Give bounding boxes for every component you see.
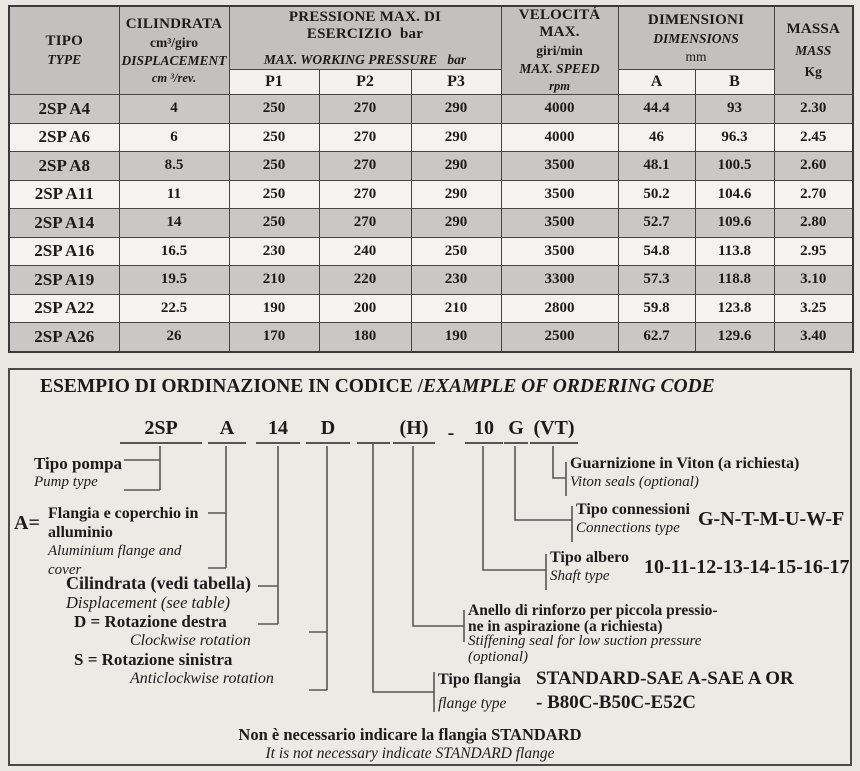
code-part-flange-blank bbox=[357, 417, 390, 444]
callout-flange-material-it1: Flangia e coperchio in bbox=[48, 505, 199, 522]
spec-value-cell: 4 bbox=[119, 95, 229, 124]
callout-shaft bbox=[550, 548, 629, 586]
code-part-flange-material: A bbox=[208, 417, 246, 444]
spec-value-cell: 180 bbox=[319, 323, 411, 352]
pump-type-cell: 2SP A26 bbox=[9, 323, 119, 352]
spec-value-cell: 200 bbox=[319, 294, 411, 323]
callout-rotation-s-en: Anticlockwise rotation bbox=[130, 670, 274, 687]
callout-stiffening-seal bbox=[468, 603, 813, 665]
spec-value-cell: 190 bbox=[411, 323, 501, 352]
header-dim-a: A bbox=[618, 70, 695, 95]
spec-value-cell: 2.95 bbox=[774, 237, 853, 266]
spec-value-cell: 290 bbox=[411, 123, 501, 152]
callout-stiffening-en2: (optional) bbox=[468, 648, 528, 665]
callout-flange-material-prefix: A= bbox=[14, 512, 40, 534]
pump-table-body bbox=[9, 95, 853, 352]
callout-flange-material-it2: alluminio bbox=[48, 524, 113, 541]
header-tipo-en: TYPE bbox=[47, 52, 82, 67]
spec-value-cell: 118.8 bbox=[695, 266, 774, 295]
callout-connections bbox=[576, 500, 690, 538]
code-part-connections: G bbox=[504, 417, 528, 444]
spec-value-cell: 250 bbox=[229, 180, 319, 209]
callout-displacement bbox=[66, 574, 251, 612]
spec-value-cell: 270 bbox=[319, 95, 411, 124]
header-massa bbox=[774, 6, 853, 95]
spec-value-cell: 250 bbox=[229, 95, 319, 124]
callout-viton bbox=[570, 454, 799, 492]
ordering-section bbox=[8, 368, 852, 766]
table-row bbox=[9, 323, 853, 352]
header-massa-en: MASS bbox=[795, 43, 832, 58]
callout-displacement-it: Cilindrata (vedi tabella) bbox=[66, 573, 251, 593]
pump-type-cell: 2SP A22 bbox=[9, 294, 119, 323]
table-row bbox=[9, 294, 853, 323]
callout-displacement-en: Displacement (see table) bbox=[66, 593, 231, 612]
header-dimensioni-en: DIMENSIONS bbox=[653, 30, 739, 46]
spec-value-cell: 57.3 bbox=[618, 266, 695, 295]
callout-connections-options: G-N-T-M-U-W-F bbox=[698, 508, 845, 530]
code-part-viton: (VT) bbox=[530, 417, 578, 444]
header-velocita-unit-it: giri/min bbox=[536, 43, 583, 58]
spec-value-cell: 2500 bbox=[501, 323, 618, 352]
header-dim-b: B bbox=[695, 70, 774, 95]
callout-flange-type bbox=[438, 667, 794, 715]
spec-value-cell: 3300 bbox=[501, 266, 618, 295]
callout-rotation bbox=[74, 612, 274, 688]
pump-type-cell: 2SP A11 bbox=[9, 180, 119, 209]
spec-value-cell: 220 bbox=[319, 266, 411, 295]
callout-connections-it: Tipo connessioni bbox=[576, 501, 690, 518]
spec-value-cell: 8.5 bbox=[119, 152, 229, 181]
callout-shaft-it: Tipo albero bbox=[550, 549, 629, 566]
spec-value-cell: 3500 bbox=[501, 237, 618, 266]
code-part-dash: - bbox=[447, 422, 455, 444]
pump-type-cell: 2SP A8 bbox=[9, 152, 119, 181]
spec-value-cell: 96.3 bbox=[695, 123, 774, 152]
pump-type-cell: 2SP A6 bbox=[9, 123, 119, 152]
spec-value-cell: 3500 bbox=[501, 180, 618, 209]
header-dimensioni-unit: mm bbox=[685, 48, 707, 64]
table-row bbox=[9, 237, 853, 266]
callout-flange-type-options1: STANDARD-SAE A-SAE A OR bbox=[536, 668, 794, 689]
table-row bbox=[9, 123, 853, 152]
spec-value-cell: 250 bbox=[411, 237, 501, 266]
spec-value-cell: 290 bbox=[411, 209, 501, 238]
code-part-displacement: 14 bbox=[256, 417, 300, 444]
spec-value-cell: 123.8 bbox=[695, 294, 774, 323]
header-p1: P1 bbox=[229, 70, 319, 95]
header-pressione-en: MAX. WORKING PRESSURE bar bbox=[263, 51, 467, 67]
spec-value-cell: 3.25 bbox=[774, 294, 853, 323]
header-cilindrata-unit-en: cm ³/rev. bbox=[151, 70, 197, 85]
ordering-note-en: It is not necessary indicate STANDARD flange bbox=[265, 745, 555, 762]
spec-value-cell: 2.45 bbox=[774, 123, 853, 152]
callout-flange-material-en1: Aluminium flange and bbox=[48, 543, 182, 559]
callout-pump-type-it: Tipo pompa bbox=[34, 454, 123, 473]
callout-rotation-d-en: Clockwise rotation bbox=[130, 632, 251, 649]
spec-value-cell: 3500 bbox=[501, 152, 618, 181]
spec-value-cell: 240 bbox=[319, 237, 411, 266]
callout-pump-type bbox=[34, 454, 122, 492]
spec-value-cell: 59.8 bbox=[618, 294, 695, 323]
callout-flange-material-en2: cover bbox=[48, 562, 82, 578]
spec-value-cell: 16.5 bbox=[119, 237, 229, 266]
spec-value-cell: 46 bbox=[618, 123, 695, 152]
ordering-note bbox=[190, 725, 630, 763]
header-cilindrata-en: DISPLACEMENT bbox=[121, 52, 227, 68]
spec-value-cell: 290 bbox=[411, 180, 501, 209]
header-dimensioni bbox=[618, 6, 774, 70]
header-cilindrata-unit-it: cm³/giro bbox=[149, 34, 199, 50]
spec-value-cell: 270 bbox=[319, 209, 411, 238]
spec-value-cell: 2.30 bbox=[774, 95, 853, 124]
callout-stiffening-it2: ne in aspirazione (a richiesta) bbox=[468, 617, 663, 635]
header-massa-it: MASSA bbox=[786, 21, 841, 37]
callout-viton-en: Viton seals (optional) bbox=[570, 474, 699, 490]
spec-value-cell: 250 bbox=[229, 123, 319, 152]
callout-flange-material bbox=[48, 504, 223, 580]
spec-value-cell: 62.7 bbox=[618, 323, 695, 352]
ordering-title-it: ESEMPIO DI ORDINAZIONE IN CODICE / bbox=[40, 376, 424, 397]
callout-flange-type-options2: - B80C-B50C-E52C bbox=[536, 692, 696, 713]
spec-value-cell: 104.6 bbox=[695, 180, 774, 209]
pump-type-cell: 2SP A16 bbox=[9, 237, 119, 266]
spec-value-cell: 19.5 bbox=[119, 266, 229, 295]
header-massa-unit: Kg bbox=[804, 64, 822, 79]
spec-value-cell: 11 bbox=[119, 180, 229, 209]
spec-value-cell: 250 bbox=[229, 152, 319, 181]
header-velocita-it: VELOCITÁ MAX. bbox=[518, 7, 601, 40]
spec-value-cell: 270 bbox=[319, 152, 411, 181]
spec-value-cell: 250 bbox=[229, 209, 319, 238]
header-tipo-it: TIPO bbox=[45, 33, 83, 49]
spec-value-cell: 3500 bbox=[501, 209, 618, 238]
callout-viton-it: Guarnizione in Viton (a richiesta) bbox=[570, 455, 800, 472]
spec-value-cell: 3.10 bbox=[774, 266, 853, 295]
spec-value-cell: 109.6 bbox=[695, 209, 774, 238]
header-tipo bbox=[9, 6, 119, 95]
spec-value-cell: 2800 bbox=[501, 294, 618, 323]
spec-value-cell: 4000 bbox=[501, 123, 618, 152]
spec-value-cell: 290 bbox=[411, 152, 501, 181]
callout-stiffening-en1: Stiffening seal for low suction pressure bbox=[468, 633, 702, 649]
spec-value-cell: 210 bbox=[411, 294, 501, 323]
header-velocita bbox=[501, 6, 618, 95]
spec-value-cell: 48.1 bbox=[618, 152, 695, 181]
spec-value-cell: 100.5 bbox=[695, 152, 774, 181]
callout-shaft-options: 10-11-12-13-14-15-16-17 bbox=[644, 556, 850, 578]
spec-value-cell: 54.8 bbox=[618, 237, 695, 266]
header-cilindrata bbox=[119, 6, 229, 95]
header-p3: P3 bbox=[411, 70, 501, 95]
ordering-note-it: Non è necessario indicare la flangia STANDARD bbox=[238, 725, 582, 744]
header-velocita-en: MAX. SPEED bbox=[519, 61, 600, 76]
callout-stiffening-it1: Anello di rinforzo per piccola pressio- bbox=[468, 602, 718, 619]
callout-flange-type-it: Tipo flangia bbox=[438, 671, 521, 688]
header-p2: P2 bbox=[319, 70, 411, 95]
spec-value-cell: 52.7 bbox=[618, 209, 695, 238]
ordering-title-en: EXAMPLE OF ORDERING CODE bbox=[423, 376, 715, 397]
callout-pump-type-en: Pump type bbox=[34, 474, 98, 490]
code-part-pump: 2SP bbox=[120, 417, 202, 444]
callout-rotation-d-it: D = Rotazione destra bbox=[74, 612, 227, 631]
table-row bbox=[9, 266, 853, 295]
spec-value-cell: 230 bbox=[411, 266, 501, 295]
pump-type-cell: 2SP A19 bbox=[9, 266, 119, 295]
table-row bbox=[9, 152, 853, 181]
pump-type-cell: 2SP A4 bbox=[9, 95, 119, 124]
header-dimensioni-it: DIMENSIONI bbox=[647, 11, 745, 28]
spec-value-cell: 3.40 bbox=[774, 323, 853, 352]
callout-flange-type-en: flange type bbox=[438, 695, 507, 712]
spec-value-cell: 4000 bbox=[501, 95, 618, 124]
pump-spec-table bbox=[8, 5, 854, 353]
spec-value-cell: 190 bbox=[229, 294, 319, 323]
table-row bbox=[9, 95, 853, 124]
spec-value-cell: 26 bbox=[119, 323, 229, 352]
table-row bbox=[9, 180, 853, 209]
spec-value-cell: 113.8 bbox=[695, 237, 774, 266]
table-row bbox=[9, 209, 853, 238]
spec-value-cell: 44.4 bbox=[618, 95, 695, 124]
spec-value-cell: 50.2 bbox=[618, 180, 695, 209]
header-cilindrata-it: CILINDRATA bbox=[125, 15, 223, 32]
callout-rotation-s-it: S = Rotazione sinistra bbox=[74, 650, 233, 669]
callout-connections-en: Connections type bbox=[576, 520, 680, 536]
spec-value-cell: 270 bbox=[319, 123, 411, 152]
code-part-rotation: D bbox=[306, 417, 350, 444]
code-part-seal: (H) bbox=[393, 417, 435, 444]
pump-type-cell: 2SP A14 bbox=[9, 209, 119, 238]
code-part-shaft: 10 bbox=[465, 417, 503, 444]
spec-value-cell: 2.60 bbox=[774, 152, 853, 181]
spec-value-cell: 210 bbox=[229, 266, 319, 295]
spec-value-cell: 2.70 bbox=[774, 180, 853, 209]
callout-shaft-en: Shaft type bbox=[550, 568, 610, 584]
ordering-title bbox=[40, 376, 715, 398]
spec-value-cell: 14 bbox=[119, 209, 229, 238]
header-pressione bbox=[229, 6, 501, 70]
spec-value-cell: 290 bbox=[411, 95, 501, 124]
spec-value-cell: 129.6 bbox=[695, 323, 774, 352]
spec-value-cell: 22.5 bbox=[119, 294, 229, 323]
spec-value-cell: 230 bbox=[229, 237, 319, 266]
spec-value-cell: 93 bbox=[695, 95, 774, 124]
spec-value-cell: 6 bbox=[119, 123, 229, 152]
spec-value-cell: 2.80 bbox=[774, 209, 853, 238]
header-velocita-unit-en: rpm bbox=[549, 79, 570, 93]
spec-value-cell: 170 bbox=[229, 323, 319, 352]
spec-value-cell: 270 bbox=[319, 180, 411, 209]
header-pressione-it: PRESSIONE MAX. DI ESERCIZIO bar bbox=[288, 8, 442, 42]
